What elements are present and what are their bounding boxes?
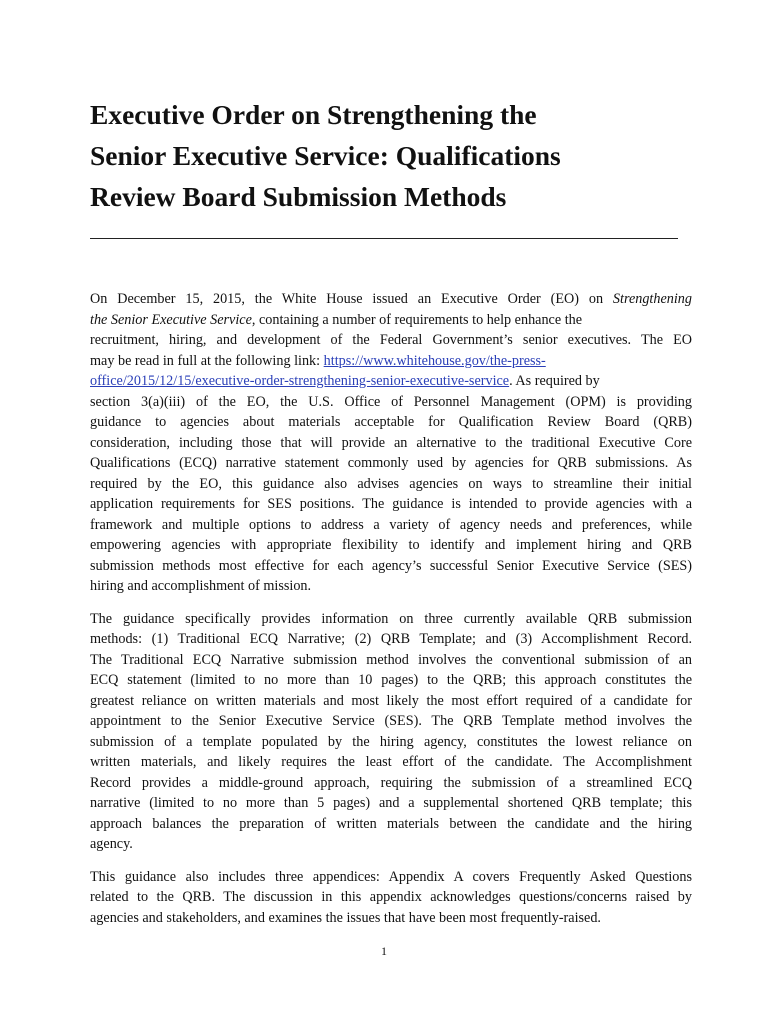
text-line: ECQ statement (limited to no more than 10 pages) to the QRB; this approach constitutes the <box>90 672 692 688</box>
document-title <box>90 94 690 217</box>
text-line: recruitment, hiring, and development of the Federal Government’s senior executives. The EO <box>90 332 692 348</box>
title-line: Senior Executive Service: Qualifications <box>90 140 561 171</box>
text-line: section 3(a)(iii) of the EO, the U.S. Office of Personnel Management (OPM) is providing <box>90 393 692 410</box>
whitehouse-link-part1[interactable]: https://www.whitehouse.gov/the-press- <box>323 352 546 369</box>
text-line <box>90 289 692 310</box>
text-line: appointment to the Senior Executive Service (SES). The QRB Template method involves the <box>90 713 692 729</box>
text-line: approach balances the preparation of written materials between the candidate and the hiring <box>90 815 692 832</box>
paragraph-appendices <box>90 867 692 929</box>
text-line <box>90 310 692 331</box>
text-line: The Traditional ECQ Narrative submission method involves the conventional submission of an <box>90 651 692 668</box>
title-divider <box>90 238 678 239</box>
text-line: submission methods most effective for each agency’s successful Senior Executive Service (SES) <box>90 557 692 574</box>
text-line: The guidance specifically provides information on three currently available QRB submission <box>90 610 692 627</box>
paragraph-methods <box>90 609 692 855</box>
emphasis-text: Strengthening <box>612 291 692 307</box>
text-line: guidance to agencies about materials acceptable for Qualification Review Board (QRB) <box>90 414 692 430</box>
text-line: written materials, and likely requires the least effort of the candidate. The Accomplishment <box>90 754 692 770</box>
text-run: . As required by <box>509 373 600 389</box>
page-number: 1 <box>381 944 387 958</box>
text-line: submission of a template populated by the hiring agency, constitutes the lowest reliance on <box>90 733 692 750</box>
paragraph-spacer <box>90 855 692 867</box>
paragraph-intro <box>90 289 692 597</box>
text-line: This guidance also includes three appendices: Appendix A covers Frequently Asked Questions <box>90 868 692 885</box>
emphasis-text: the Senior Executive Service <box>90 311 252 328</box>
title-line: Executive Order on Strengthening the <box>90 99 537 130</box>
text-line <box>90 351 692 372</box>
text-line: consideration, including those that will provide an alternative to the traditional Executive Core <box>90 434 692 451</box>
text-line: narrative (limited to no more than 5 pages) and a supplemental shortened QRB template; this <box>90 795 692 811</box>
title-line: Review Board Submission Methods <box>90 181 507 212</box>
text-line: empowering agencies with appropriate flexibility to identify and implement hiring and QRB <box>90 537 692 553</box>
text-line: hiring and accomplishment of mission. <box>90 578 312 594</box>
whitehouse-link-part2[interactable]: office/2015/12/15/executive-order-strengthening-senior-executive-service <box>90 373 510 389</box>
text-line: methods: (1) Traditional ECQ Narrative; (2) QRB Template; and (3) Accomplishment Record. <box>90 631 692 647</box>
text-line: agencies and stakeholders, and examines the issues that have been most frequently-raised. <box>90 909 601 926</box>
text-line: required by the EO, this guidance also advises agencies on ways to streamline their initial <box>90 475 692 492</box>
document-body <box>90 289 692 928</box>
paragraph-spacer <box>90 597 692 609</box>
text-line: related to the QRB. The discussion in this appendix acknowledges questions/concerns raised by <box>90 889 692 905</box>
text-run: On December 15, 2015, the White House issued an Executive Order (EO) on <box>90 291 613 307</box>
text-line: application requirements for SES positions. The guidance is intended to provide agencies with a <box>90 496 692 512</box>
text-line: framework and multiple options to address a variety of agency needs and preferences, while <box>90 516 692 533</box>
text-run: , containing a number of requirements to help enhance the <box>251 311 583 328</box>
text-line: Qualifications (ECQ) narrative statement commonly used by agencies for QRB submissions. As <box>90 455 692 471</box>
text-line: agency. <box>90 836 133 852</box>
text-line: Record provides a middle-ground approach, requiring the submission of a streamlined ECQ <box>90 774 692 791</box>
text-run: may be read in full at the following link: <box>90 352 324 369</box>
text-line <box>90 371 692 392</box>
text-line: greatest reliance on written materials and most likely the most effort required of a candidate for <box>90 692 692 709</box>
